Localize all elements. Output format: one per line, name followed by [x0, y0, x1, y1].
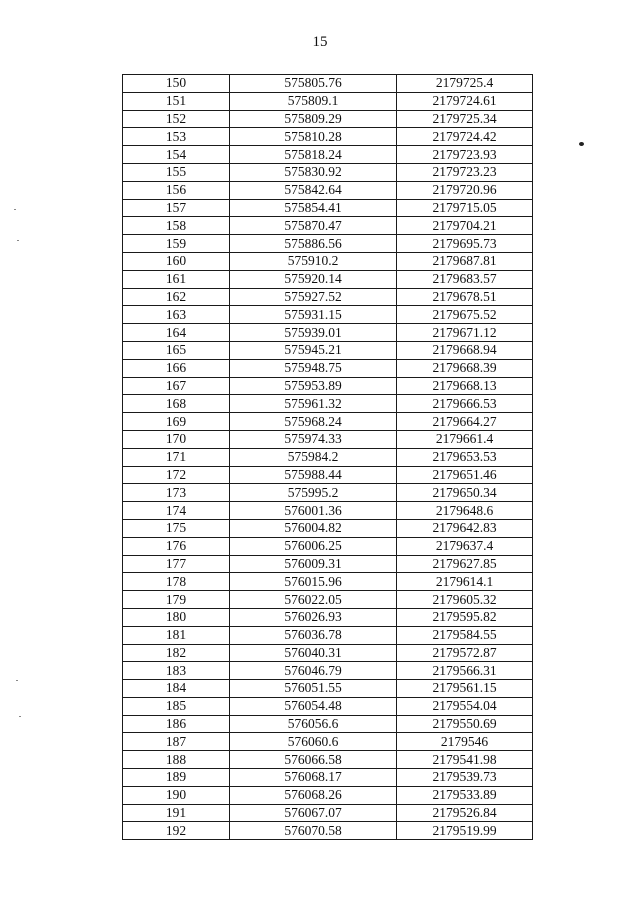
- table-row: [123, 715, 533, 733]
- table-row: [123, 359, 533, 377]
- y-coordinate-cell: 2179539.73: [397, 769, 533, 787]
- y-coordinate-cell: 2179614.1: [397, 573, 533, 591]
- x-coordinate-cell: 575870.47: [230, 217, 397, 235]
- point-number-cell: 164: [123, 324, 230, 342]
- table-row: [123, 252, 533, 270]
- table-row: [123, 377, 533, 395]
- y-coordinate-cell: 2179668.39: [397, 359, 533, 377]
- point-number-cell: 191: [123, 804, 230, 822]
- x-coordinate-cell: 576046.79: [230, 662, 397, 680]
- point-number-cell: 189: [123, 769, 230, 787]
- y-coordinate-cell: 2179661.4: [397, 430, 533, 448]
- table-row: [123, 235, 533, 253]
- point-number-cell: 159: [123, 235, 230, 253]
- point-number-cell: 166: [123, 359, 230, 377]
- y-coordinate-cell: 2179715.05: [397, 199, 533, 217]
- x-coordinate-cell: 576004.82: [230, 519, 397, 537]
- y-coordinate-cell: 2179724.61: [397, 92, 533, 110]
- point-number-cell: 157: [123, 199, 230, 217]
- x-coordinate-cell: 575818.24: [230, 146, 397, 164]
- x-coordinate-cell: 576006.25: [230, 537, 397, 555]
- x-coordinate-cell: 575974.33: [230, 430, 397, 448]
- table-row: [123, 644, 533, 662]
- point-number-cell: 162: [123, 288, 230, 306]
- scan-speck-mark: [19, 716, 21, 717]
- point-number-cell: 179: [123, 591, 230, 609]
- table-row: [123, 680, 533, 698]
- x-coordinate-cell: 575988.44: [230, 466, 397, 484]
- y-coordinate-cell: 2179584.55: [397, 626, 533, 644]
- table-row: [123, 786, 533, 804]
- point-number-cell: 174: [123, 502, 230, 520]
- point-number-cell: 156: [123, 181, 230, 199]
- point-number-cell: 182: [123, 644, 230, 662]
- table-row: [123, 555, 533, 573]
- table-row: [123, 537, 533, 555]
- table-row: [123, 448, 533, 466]
- x-coordinate-cell: 575953.89: [230, 377, 397, 395]
- point-number-cell: 153: [123, 128, 230, 146]
- coordinates-table-body: [123, 75, 533, 840]
- y-coordinate-cell: 2179637.4: [397, 537, 533, 555]
- table-row: [123, 519, 533, 537]
- table-row: [123, 573, 533, 591]
- y-coordinate-cell: 2179724.42: [397, 128, 533, 146]
- table-row: [123, 733, 533, 751]
- point-number-cell: 188: [123, 751, 230, 769]
- x-coordinate-cell: 576068.26: [230, 786, 397, 804]
- point-number-cell: 175: [123, 519, 230, 537]
- x-coordinate-cell: 575809.29: [230, 110, 397, 128]
- y-coordinate-cell: 2179566.31: [397, 662, 533, 680]
- point-number-cell: 180: [123, 608, 230, 626]
- point-number-cell: 167: [123, 377, 230, 395]
- y-coordinate-cell: 2179642.83: [397, 519, 533, 537]
- y-coordinate-cell: 2179653.53: [397, 448, 533, 466]
- x-coordinate-cell: 575854.41: [230, 199, 397, 217]
- scan-speck-mark: [16, 680, 18, 681]
- y-coordinate-cell: 2179526.84: [397, 804, 533, 822]
- point-number-cell: 183: [123, 662, 230, 680]
- table-row: [123, 110, 533, 128]
- table-row: [123, 324, 533, 342]
- y-coordinate-cell: 2179666.53: [397, 395, 533, 413]
- point-number-cell: 154: [123, 146, 230, 164]
- y-coordinate-cell: 2179723.93: [397, 146, 533, 164]
- y-coordinate-cell: 2179675.52: [397, 306, 533, 324]
- y-coordinate-cell: 2179704.21: [397, 217, 533, 235]
- point-number-cell: 155: [123, 163, 230, 181]
- table-row: [123, 822, 533, 840]
- y-coordinate-cell: 2179519.99: [397, 822, 533, 840]
- y-coordinate-cell: 2179687.81: [397, 252, 533, 270]
- x-coordinate-cell: 576056.6: [230, 715, 397, 733]
- x-coordinate-cell: 576022.05: [230, 591, 397, 609]
- point-number-cell: 185: [123, 697, 230, 715]
- x-coordinate-cell: 575961.32: [230, 395, 397, 413]
- y-coordinate-cell: 2179648.6: [397, 502, 533, 520]
- y-coordinate-cell: 2179605.32: [397, 591, 533, 609]
- x-coordinate-cell: 575886.56: [230, 235, 397, 253]
- table-row: [123, 217, 533, 235]
- table-row: [123, 199, 533, 217]
- point-number-cell: 190: [123, 786, 230, 804]
- x-coordinate-cell: 576040.31: [230, 644, 397, 662]
- y-coordinate-cell: 2179683.57: [397, 270, 533, 288]
- x-coordinate-cell: 576060.6: [230, 733, 397, 751]
- table-row: [123, 92, 533, 110]
- point-number-cell: 173: [123, 484, 230, 502]
- table-row: [123, 146, 533, 164]
- point-number-cell: 152: [123, 110, 230, 128]
- point-number-cell: 172: [123, 466, 230, 484]
- x-coordinate-cell: 576066.58: [230, 751, 397, 769]
- point-number-cell: 181: [123, 626, 230, 644]
- x-coordinate-cell: 576054.48: [230, 697, 397, 715]
- table-row: [123, 769, 533, 787]
- page-number: 15: [312, 34, 328, 50]
- x-coordinate-cell: 575968.24: [230, 413, 397, 431]
- x-coordinate-cell: 575939.01: [230, 324, 397, 342]
- point-number-cell: 186: [123, 715, 230, 733]
- y-coordinate-cell: 2179550.69: [397, 715, 533, 733]
- y-coordinate-cell: 2179678.51: [397, 288, 533, 306]
- table-row: [123, 697, 533, 715]
- y-coordinate-cell: 2179651.46: [397, 466, 533, 484]
- table-row: [123, 662, 533, 680]
- scan-speck-mark: [17, 240, 19, 241]
- table-row: [123, 181, 533, 199]
- point-number-cell: 163: [123, 306, 230, 324]
- table-row: [123, 306, 533, 324]
- table-row: [123, 163, 533, 181]
- y-coordinate-cell: 2179650.34: [397, 484, 533, 502]
- y-coordinate-cell: 2179725.34: [397, 110, 533, 128]
- point-number-cell: 150: [123, 75, 230, 93]
- table-row: [123, 430, 533, 448]
- x-coordinate-cell: 575984.2: [230, 448, 397, 466]
- x-coordinate-cell: 575842.64: [230, 181, 397, 199]
- x-coordinate-cell: 575948.75: [230, 359, 397, 377]
- y-coordinate-cell: 2179720.96: [397, 181, 533, 199]
- point-number-cell: 161: [123, 270, 230, 288]
- point-number-cell: 187: [123, 733, 230, 751]
- y-coordinate-cell: 2179668.13: [397, 377, 533, 395]
- table-row: [123, 288, 533, 306]
- y-coordinate-cell: 2179533.89: [397, 786, 533, 804]
- y-coordinate-cell: 2179668.94: [397, 341, 533, 359]
- point-number-cell: 170: [123, 430, 230, 448]
- table-row: [123, 75, 533, 93]
- point-number-cell: 176: [123, 537, 230, 555]
- scan-dot-mark: [579, 142, 584, 146]
- table-row: [123, 751, 533, 769]
- x-coordinate-cell: 576001.36: [230, 502, 397, 520]
- x-coordinate-cell: 575830.92: [230, 163, 397, 181]
- point-number-cell: 168: [123, 395, 230, 413]
- point-number-cell: 151: [123, 92, 230, 110]
- point-number-cell: 158: [123, 217, 230, 235]
- table-row: [123, 626, 533, 644]
- y-coordinate-cell: 2179561.15: [397, 680, 533, 698]
- x-coordinate-cell: 575927.52: [230, 288, 397, 306]
- y-coordinate-cell: 2179725.4: [397, 75, 533, 93]
- point-number-cell: 165: [123, 341, 230, 359]
- y-coordinate-cell: 2179627.85: [397, 555, 533, 573]
- table-row: [123, 466, 533, 484]
- x-coordinate-cell: 575805.76: [230, 75, 397, 93]
- y-coordinate-cell: 2179695.73: [397, 235, 533, 253]
- point-number-cell: 171: [123, 448, 230, 466]
- x-coordinate-cell: 575945.21: [230, 341, 397, 359]
- table-row: [123, 484, 533, 502]
- table-row: [123, 128, 533, 146]
- x-coordinate-cell: 575910.2: [230, 252, 397, 270]
- table-row: [123, 413, 533, 431]
- x-coordinate-cell: 576051.55: [230, 680, 397, 698]
- x-coordinate-cell: 575920.14: [230, 270, 397, 288]
- x-coordinate-cell: 576015.96: [230, 573, 397, 591]
- point-number-cell: 177: [123, 555, 230, 573]
- table-row: [123, 395, 533, 413]
- x-coordinate-cell: 576070.58: [230, 822, 397, 840]
- table-row: [123, 591, 533, 609]
- y-coordinate-cell: 2179671.12: [397, 324, 533, 342]
- x-coordinate-cell: 576068.17: [230, 769, 397, 787]
- table-row: [123, 502, 533, 520]
- x-coordinate-cell: 576036.78: [230, 626, 397, 644]
- x-coordinate-cell: 575809.1: [230, 92, 397, 110]
- table-row: [123, 804, 533, 822]
- y-coordinate-cell: 2179572.87: [397, 644, 533, 662]
- y-coordinate-cell: 2179595.82: [397, 608, 533, 626]
- table-row: [123, 608, 533, 626]
- y-coordinate-cell: 2179723.23: [397, 163, 533, 181]
- point-number-cell: 160: [123, 252, 230, 270]
- x-coordinate-cell: 576067.07: [230, 804, 397, 822]
- x-coordinate-cell: 575931.15: [230, 306, 397, 324]
- y-coordinate-cell: 2179541.98: [397, 751, 533, 769]
- coordinates-table: [122, 74, 533, 840]
- scan-speck-mark: [14, 209, 16, 210]
- x-coordinate-cell: 576009.31: [230, 555, 397, 573]
- y-coordinate-cell: 2179554.04: [397, 697, 533, 715]
- point-number-cell: 192: [123, 822, 230, 840]
- table-row: [123, 341, 533, 359]
- x-coordinate-cell: 575810.28: [230, 128, 397, 146]
- y-coordinate-cell: 2179546: [397, 733, 533, 751]
- point-number-cell: 169: [123, 413, 230, 431]
- point-number-cell: 178: [123, 573, 230, 591]
- point-number-cell: 184: [123, 680, 230, 698]
- x-coordinate-cell: 575995.2: [230, 484, 397, 502]
- table-row: [123, 270, 533, 288]
- y-coordinate-cell: 2179664.27: [397, 413, 533, 431]
- x-coordinate-cell: 576026.93: [230, 608, 397, 626]
